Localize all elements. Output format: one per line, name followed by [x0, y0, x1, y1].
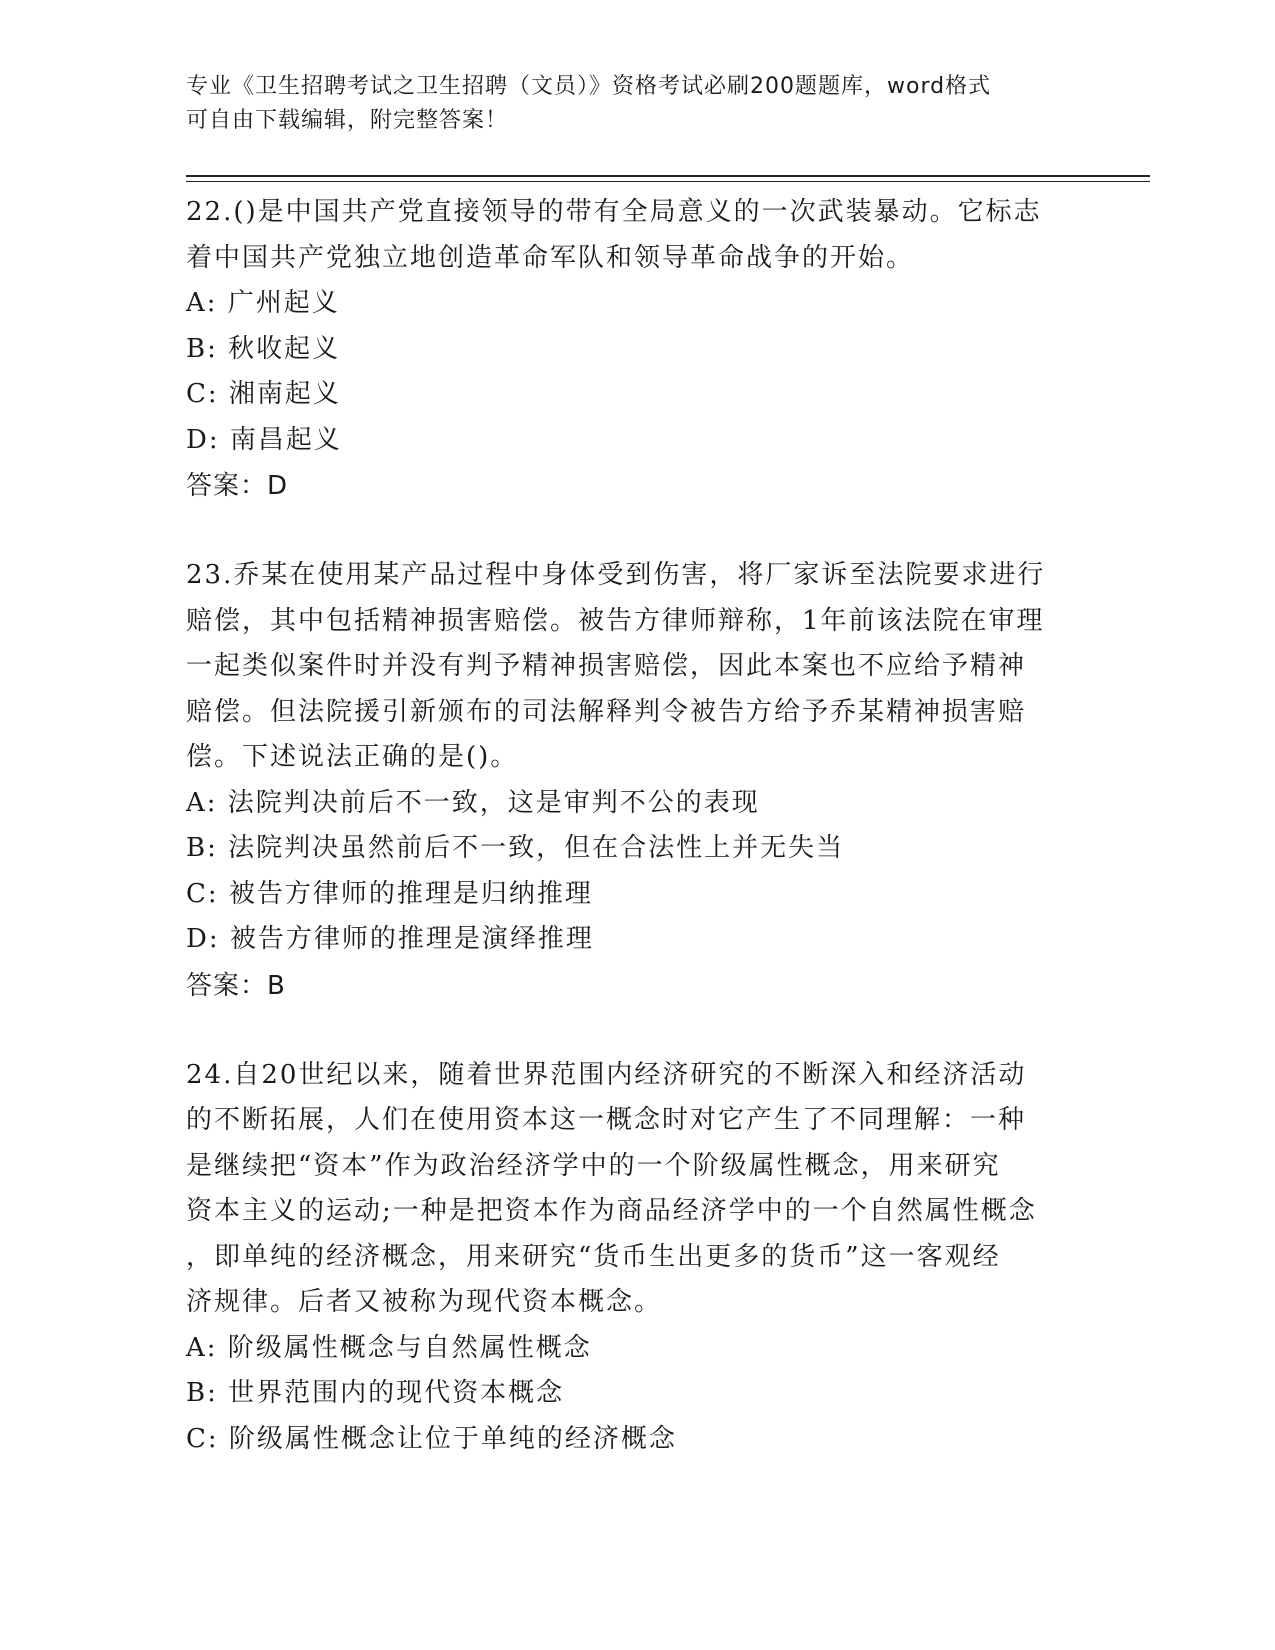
question-23 [186, 553, 1086, 1009]
question-line: 赔偿，其中包括精神损害赔偿。被告方律师辩称，1年前该法院在审理 [186, 605, 1045, 636]
header-divider-thick [186, 175, 1150, 177]
question-spacer [186, 1009, 1086, 1053]
question-line: 22.()是中国共产党直接领导的带有全局意义的一次武装暴动。它标志 [186, 197, 1042, 227]
question-line: 是继续把“资本”作为政治经济学中的一个阶级属性概念，用来研究 [186, 1150, 1001, 1181]
option-b: B: 秋收起义 [186, 333, 341, 364]
option-c: C: 阶级属性概念让位于单纯的经济概念 [186, 1423, 677, 1454]
question-line: 24.自20世纪以来，随着世界范围内经济研究的不断深入和经济活动 [186, 1059, 1027, 1090]
document-header [186, 70, 1086, 138]
question-line: 济规律。后者又被称为现代资本概念。 [186, 1287, 663, 1317]
option-c: C: 被告方律师的推理是归纳推理 [186, 878, 593, 909]
question-line: 偿。下述说法正确的是()。 [186, 742, 519, 772]
option-d: D: 被告方律师的推理是演绎推理 [186, 924, 594, 954]
option-c: C: 湘南起义 [186, 379, 341, 409]
question-line: 一起类似案件时并没有判予精神损害赔偿，因此本案也不应给予精神 [186, 651, 1027, 681]
option-b: B: 世界范围内的现代资本概念 [186, 1378, 565, 1408]
header-line-1: 专业《卫生招聘考试之卫生招聘（文员）》资格考试必刷200题题库，word格式 [186, 74, 992, 99]
question-text [186, 553, 1086, 781]
question-line: 赔偿。但法院援引新颁布的司法解释判令被告方给予乔某精神损害赔 [186, 696, 1027, 727]
question-22 [186, 190, 1086, 509]
question-line: 的不断拓展，人们在使用资本这一概念时对它产生了不同理解：一种 [186, 1105, 1027, 1135]
question-line: 资本主义的运动;一种是把资本作为商品经济学中的一个自然属性概念 [186, 1196, 1037, 1226]
question-list [186, 190, 1086, 1462]
question-line: 23.乔某在使用某产品过程中身体受到伤害，将厂家诉至法院要求进行 [186, 560, 1046, 590]
option-b: B: 法院判决虽然前后不一致，但在合法性上并无失当 [186, 833, 845, 863]
option-a: A: 阶级属性概念与自然属性概念 [186, 1332, 592, 1363]
question-line: ，即单纯的经济概念，用来研究“货币生出更多的货币”这一客观经 [186, 1241, 1001, 1272]
option-a: A: 广州起义 [186, 288, 340, 318]
option-a: A: 法院判决前后不一致，这是审判不公的表现 [186, 787, 760, 818]
question-line: 着中国共产党独立地创造革命军队和领导革命战争的开始。 [186, 242, 915, 273]
question-spacer [186, 509, 1086, 553]
header-line-2: 可自由下载编辑，附完整答案！ [186, 108, 509, 133]
option-d: D: 南昌起义 [186, 424, 342, 455]
question-text [186, 190, 1086, 281]
answer-line: 答案：B [186, 970, 286, 1001]
header-divider-thin [186, 181, 1150, 182]
question-text [186, 1053, 1086, 1326]
answer-line: 答案：D [186, 471, 289, 501]
question-24 [186, 1053, 1086, 1463]
